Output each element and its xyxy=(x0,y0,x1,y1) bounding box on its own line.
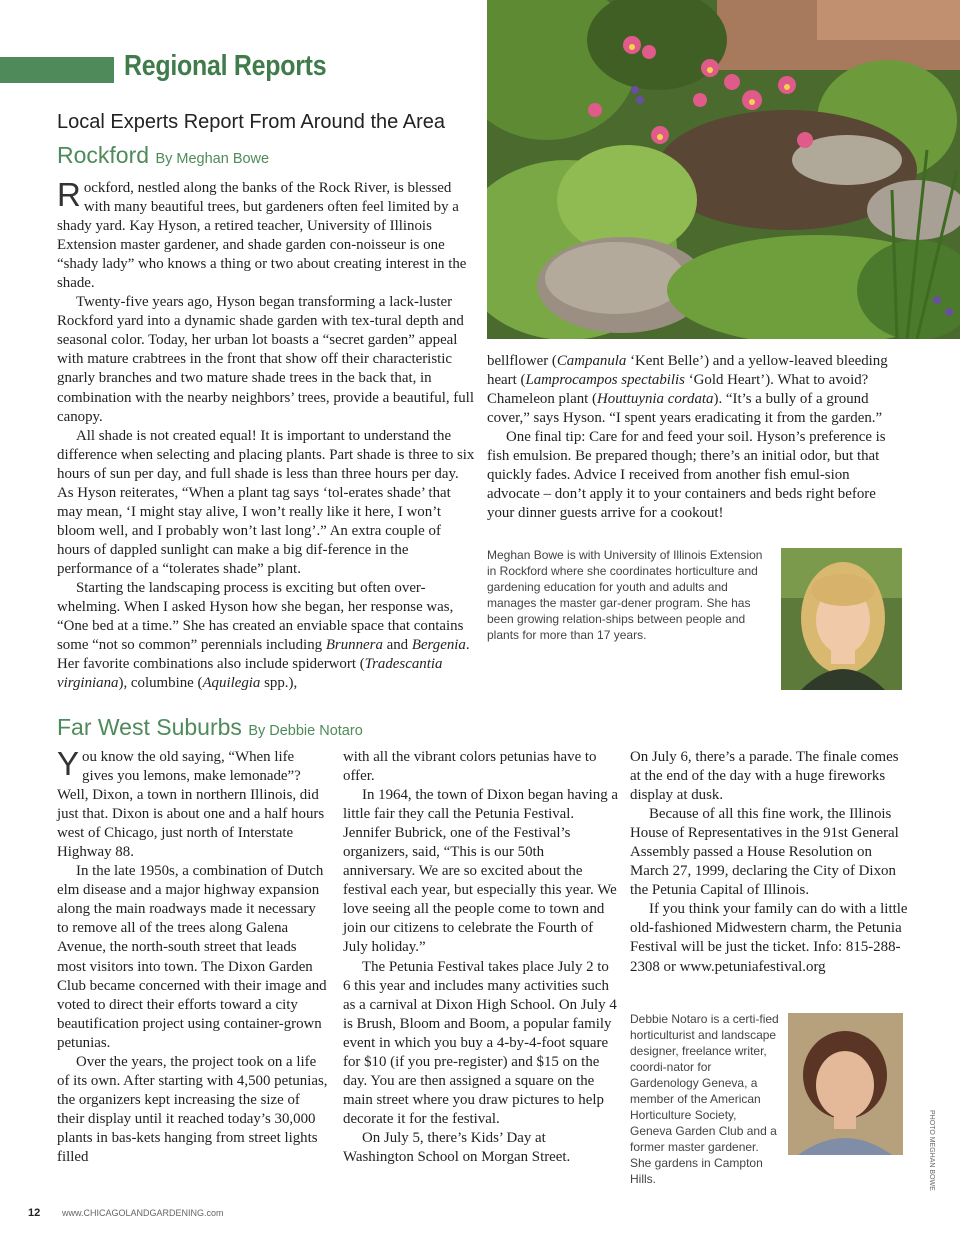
rockford-paragraph-4: Starting the landscaping process is exciting but often over-whelming. When I asked Hyson how she began, her response was, “One bed at a time.” She has created an enviable space that contains some “not so common” perennials including Brunnera and Bergenia. Her favorite combinations also include spiderwort (Tradescantia virginiana), columbine (Aquilegia spp.), xyxy=(57,579,470,692)
rockford-region-title: Rockford xyxy=(57,142,150,168)
garden-photo xyxy=(487,0,960,339)
author-photo-debbie xyxy=(788,1013,903,1155)
section-bar xyxy=(0,57,114,83)
photo-credit: PHOTO MEGHAN BOWE xyxy=(928,1110,935,1191)
rockford-left-column xyxy=(57,176,475,693)
farwest-paragraph-2: In the late 1950s, a combination of Dutch elm disease and a major highway expansion along the main roadways made it necessary to remove all of the trees along Galena Avenue, the north-south street that leads most visitors into town. The Dixon Garden Club became concerned with their image and voted to direct their efforts toward a city beautification project using container-grown petunias. xyxy=(57,863,327,1051)
page-subtitle: Local Experts Report From Around the Area xyxy=(57,111,445,133)
author-bio-meghan: Meghan Bowe is with University of Illinois Extension in Rockford where she coordinates horticulture and gardening education for youth and adults and manages the master gar-dener program. She has been growing relation-ships between people and plants for more than 17 years. xyxy=(487,548,763,642)
farwest-column-3 xyxy=(630,748,908,977)
portrait-debbie xyxy=(788,1013,903,1155)
farwest-paragraph-9: Because of all this fine work, the Illinois House of Representatives in the 91st General Assembly passed a House Resolution on March 27, 1999, declaring the City of Dixon the Petunia Capital of Illinois. xyxy=(630,806,899,899)
section-title: Regional Reports xyxy=(124,50,327,82)
farwest-paragraph-6: The Petunia Festival takes place July 2 to 6 this year and includes many activities such as a carnival at Dixon High School. On July 4 is Brush, Bloom and Boom, a popular family event in which you buy a 4-by-4-foot square for $10 (if you pre-register) and $15 on the day. You are then assigned a square on the main street where you draw pictures to help decorate it for the festival. xyxy=(343,958,617,1127)
rockford-paragraph-2: Twenty-five years ago, Hyson began transforming a lack-luster Rockford yard into a dynamic shade garden with tex-tural depth and seasonal color. Today, her urban lot boasts a “secret garden” appeal with mature crabtrees in the front that show off their characteristic gnarly branches and two mature shade trees in the back that, in combination with the nearby neighbors’ trees, provide a beautiful, full canopy. xyxy=(57,294,474,425)
farwest-paragraph-7: On July 5, there’s Kids’ Day at Washington School on Morgan Street. xyxy=(343,1129,571,1165)
rockford-paragraph-5: bellflower (Campanula ‘Kent Belle’) and a yellow-leaved bleeding heart (Lamprocampos spectabilis ‘Gold Heart’). What to avoid? Chameleon plant (Houttuynia cordata). “It’s a bully of a ground cover,” says Hyson. “I spent years eradicating it from the garden.” xyxy=(487,353,888,427)
author-bio-debbie: Debbie Notaro is a certi-fied horticulturist and landscape designer, freelance writer, coordi-nator for Gardenology Geneva, a member of the American Horticulture Society, Geneva Garden Club and a former master gardener. She gardens in Campton Hills. xyxy=(630,1012,779,1186)
rockford-byline: By Meghan Bowe xyxy=(155,151,270,167)
drop-cap: Y xyxy=(57,745,80,782)
farwest-paragraph-5: In 1964, the town of Dixon began having a little fair they call the Petunia Festival. Jennifer Bubrick, one of the Festival’s organizers, said, “This is our 50th anniversary. We are so excited about the festival each year, but especially this year. We love seeing all the people come to town and join our citizens to celebrate the Fourth of July holiday.” xyxy=(343,787,618,956)
farwest-paragraph-4: with all the vibrant colors petunias have to offer. xyxy=(343,749,597,785)
farwest-column-2 xyxy=(343,748,618,1167)
farwest-paragraph-1: You know the old saying, “When life gives you lemons, make lemonade”? Well, Dixon, a town in northern Illinois, did just that. Dixon is about one and a half hours west of Chicago, just north of Interstate Highway 88. xyxy=(57,745,325,861)
garden-photo-illustration xyxy=(487,0,960,339)
farwest-paragraph-8: On July 6, there’s a parade. The finale comes at the end of the day with a huge fireworks display at dusk. xyxy=(630,749,899,804)
page-number: 12 xyxy=(28,1207,41,1219)
author-photo-meghan xyxy=(781,548,902,690)
footer-url[interactable]: www.CHICAGOLANDGARDENING.com xyxy=(62,1208,224,1218)
rockford-right-column xyxy=(487,352,902,523)
rockford-paragraph-3: All shade is not created equal! It is important to understand the difference when selecting and placing plants. Part shade is three to six hours of sun per day, and full shade is less than three hours per day. As Hyson reiterates, “When a plant tag says ‘tol-erates shade’ that may mean, ‘I might stay alive, I won’t really like it here, I won’t bloom well, and I probably won’t last long’.” An extra couple of hours of dappled sunlight can make a big dif-ference in the performance of a “tolerates shade” plant. xyxy=(57,427,475,577)
farwest-region-title: Far West Suburbs xyxy=(57,714,242,740)
drop-cap: R xyxy=(57,176,81,213)
rockford-paragraph-6: One final tip: Care for and feed your soil. Hyson’s preference is fish emulsion. Be prepared though; there’s an initial odor, but that quickly fades. Advice I received from another fish emul-sion advocate – don’t apply it to your containers and beds right before your dinner guests arrive for a cookout! xyxy=(487,429,886,522)
farwest-paragraph-10: If you think your family can do with a little old-fashioned Midwestern charm, the Petunia Festival will be just the ticket. Info: 815-288-2308 or www.petuniafestival.org xyxy=(630,901,908,975)
farwest-paragraph-3: Over the years, the project took on a life of its own. After starting with 4,500 petunias, the organizers kept increasing the size of their display until it reached today’s 30,000 plants in bas-kets hanging from street lights filled xyxy=(57,1053,328,1165)
farwest-heading xyxy=(57,714,363,741)
rockford-heading xyxy=(57,142,269,169)
rockford-paragraph-1: Rockford, nestled along the banks of the Rock River, is blessed with many beautiful trees, but gardeners often feel limited by a shady yard. Kay Hyson, a retired teacher, University of Illinois Extension master gardener, and shade garden con-noisseur is one “shady lady” who knows a thing or two about creating interest in the shade. xyxy=(57,176,467,292)
farwest-byline: By Debbie Notaro xyxy=(248,723,363,739)
farwest-column-1 xyxy=(57,745,329,1167)
portrait-meghan xyxy=(781,548,902,690)
